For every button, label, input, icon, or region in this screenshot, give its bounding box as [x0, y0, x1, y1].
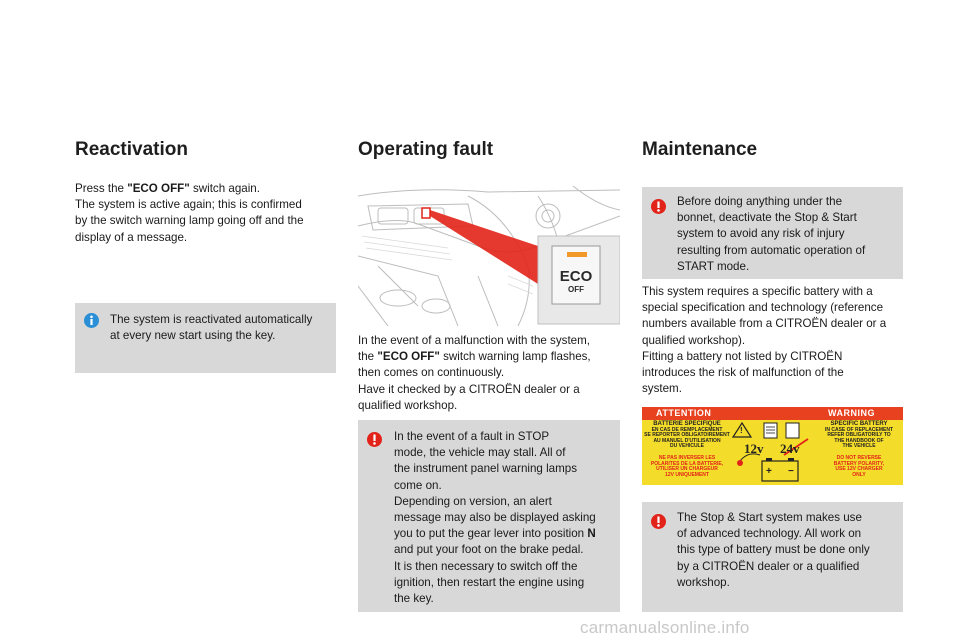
- text-line: you to put the gear lever into position N: [394, 527, 596, 541]
- text-line: Depending on version, an alert: [394, 494, 552, 508]
- text-line: BATTERIE SPECIFIQUE: [653, 421, 721, 427]
- maintenance-warning-box-2: [642, 502, 903, 612]
- text-line: bonnet, deactivate the Stop & Start: [677, 211, 857, 225]
- text-line: resulting from automatic operation of: [677, 243, 866, 257]
- maintenance-heading: Maintenance: [642, 139, 758, 160]
- label-english-block: [816, 422, 902, 450]
- text-line: the instrument panel warning lamps: [394, 462, 578, 476]
- text-line: POLARITES DE LA BATTERIE,: [650, 460, 724, 467]
- text-line: qualified workshop.: [358, 398, 458, 412]
- text-line: system.: [642, 382, 682, 396]
- text-line: numbers available from a CITROËN dealer or a: [642, 317, 887, 331]
- text-line: special specification and technology (reference: [642, 301, 884, 315]
- label-header-bar: [642, 407, 903, 420]
- text-line: The system is active again; this is confirmed: [75, 198, 302, 212]
- text-line: It is then necessary to switch off the: [394, 559, 578, 573]
- text-line: Fitting a battery not listed by CITROËN: [642, 349, 843, 363]
- minus-terminal: −: [788, 466, 794, 477]
- text-line: the key.: [394, 592, 434, 606]
- text-line: system to avoid any risk of injury: [677, 227, 845, 241]
- text-line: In the event of a malfunction with the system,: [358, 334, 590, 347]
- text-line: introduces the risk of malfunction of the: [642, 366, 844, 380]
- text-line: ONLY: [852, 471, 866, 478]
- text-line: AU MANUEL D'UTILISATION: [653, 437, 721, 444]
- text-line: REFER OBLIGATORILY TO: [827, 432, 891, 439]
- text-line: message may also be displayed asking: [394, 511, 596, 525]
- text-line: DU VEHICULE: [670, 443, 704, 450]
- text-line: THE HANDBOOK OF: [834, 437, 884, 444]
- text-line: 12V UNIQUEMENT: [665, 471, 709, 478]
- text-line: EN CAS DE REMPLACEMENT: [651, 426, 723, 433]
- label-pictograms: [732, 421, 814, 485]
- text-line: SE REPORTER OBLIGATOIREMENT: [644, 432, 730, 439]
- text-line: The Stop & Start system makes use: [677, 511, 862, 524]
- dashboard-illustration: [358, 186, 620, 326]
- text-line: this type of battery must be done only: [677, 543, 870, 557]
- reactivation-heading: Reactivation: [75, 139, 188, 160]
- maintenance-warning-box-1: [642, 187, 903, 279]
- text-line: Press the "ECO OFF" switch again.: [75, 182, 260, 195]
- text-line: Have it checked by a CITROËN dealer or a: [358, 382, 580, 396]
- text-line: START mode.: [677, 259, 750, 273]
- warning-label: WARNING: [828, 408, 875, 418]
- info-box: [75, 303, 336, 373]
- text-line: IN CASE OF REPLACEMENT: [824, 426, 894, 433]
- text-line: by a CITROËN dealer or a qualified: [677, 559, 860, 573]
- label-english-red-block: [816, 456, 902, 478]
- text-line: mode, the vehicle may stall. All of: [394, 446, 566, 460]
- text-line: the "ECO OFF" switch warning lamp flashes,: [358, 350, 591, 364]
- text-line: at every new start using the key.: [110, 329, 276, 343]
- text-line: The system is reactivated automatically: [110, 313, 313, 326]
- text-line: workshop.: [677, 575, 730, 589]
- reactivation-paragraph: [75, 181, 337, 246]
- text-line: by the switch warning lamp going off and the: [75, 214, 304, 228]
- operating-fault-heading: Operating fault: [358, 139, 494, 160]
- text-line: Before doing anything under the: [677, 195, 843, 208]
- text-line: come on.: [394, 478, 442, 492]
- text-line: UTILISER UN CHARGEUR: [656, 466, 718, 473]
- text-line: NE PAS INVERSER LES: [658, 455, 716, 461]
- dashboard-drawing: [358, 186, 620, 326]
- text-line: USE 12V CHARGER: [835, 466, 883, 473]
- maintenance-paragraph: [642, 284, 904, 397]
- text-line: qualified workshop).: [642, 333, 746, 347]
- voltage-24v: 24v: [780, 441, 800, 456]
- warning-icon: [651, 514, 666, 529]
- info-icon: [84, 313, 99, 328]
- label-french-block: [644, 422, 730, 450]
- operating-fault-paragraph: [358, 333, 620, 414]
- text-line: display of a message.: [75, 230, 188, 244]
- text-line: This system requires a specific battery with a: [642, 285, 873, 298]
- voltage-12v: 12v: [744, 441, 764, 456]
- battery-label: [642, 407, 903, 485]
- warning-icon: [651, 199, 666, 214]
- text-line: BATTERY POLARITY,: [833, 460, 885, 467]
- plus-terminal: +: [766, 466, 772, 477]
- text-line: In the event of a fault in STOP: [394, 430, 550, 443]
- fault-warning-box: [358, 420, 620, 612]
- text-line: of advanced technology. All work on: [677, 527, 862, 541]
- warning-icon: [367, 432, 382, 447]
- attention-label: ATTENTION: [656, 408, 712, 418]
- text-line: SPECIFIC BATTERY: [830, 421, 888, 427]
- text-line: DO NOT REVERSE: [836, 455, 882, 461]
- text-line: then comes on continuously.: [358, 366, 505, 380]
- text-line: ignition, then restart the engine using: [394, 575, 585, 589]
- watermark: carmanualsonline.info: [580, 618, 750, 637]
- text-line: and put your foot on the brake pedal.: [394, 543, 584, 557]
- exclaim-label: !: [740, 426, 743, 435]
- eco-button-label: ECO: [559, 268, 593, 285]
- text-line: THE VEHICLE: [842, 443, 876, 450]
- off-button-label: OFF: [568, 285, 584, 294]
- label-french-red-block: [644, 456, 730, 478]
